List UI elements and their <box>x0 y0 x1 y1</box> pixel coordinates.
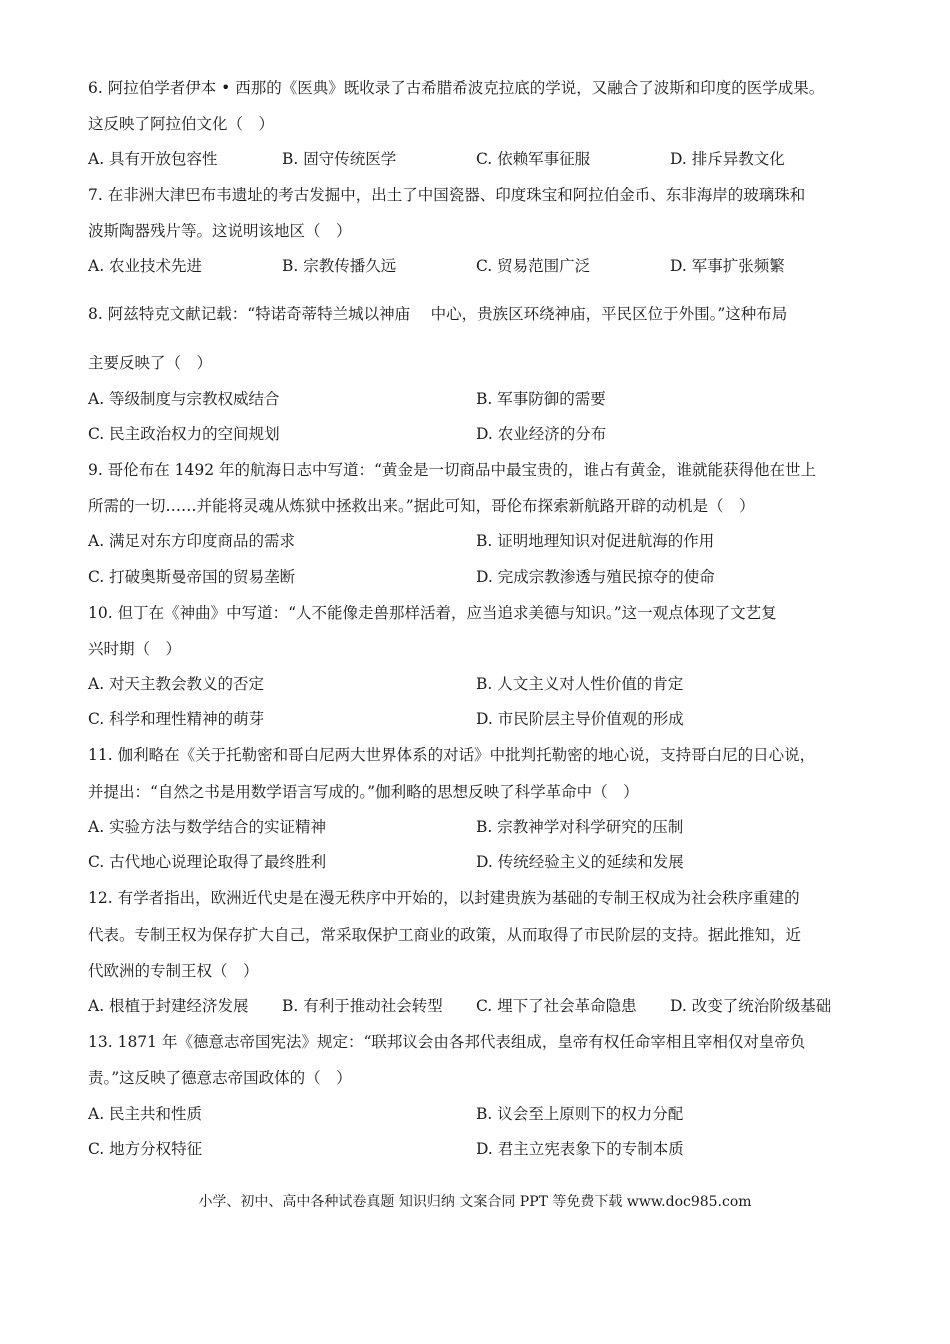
question-13-option-a: A. 民主共和性质 <box>88 1105 203 1123</box>
question-6-option-b: B. 固守传统医学 <box>282 150 397 168</box>
question-10-stem-line-1: 10. 但丁在《神曲》中写道：“人不能像走兽那样活着，应当追求美德与知识。”这一观点体现了文艺复 <box>88 604 777 622</box>
question-9-stem-line-1: 9. 哥伦布在 1492 年的航海日志中写道：“黄金是一切商品中最宝贵的，谁占有黄金，谁就能获得他在世上 <box>88 461 816 479</box>
question-7-option-c: C. 贸易范围广泛 <box>476 257 591 275</box>
question-11-option-a: A. 实验方法与数学结合的实证精神 <box>88 818 327 836</box>
question-11-stem-line-2: 并提出：“自然之书是用数学语言写成的。”伽利略的思想反映了科学革命中（ ） <box>88 783 639 801</box>
question-6-stem-line-2: 这反映了阿拉伯文化（ ） <box>88 115 275 133</box>
question-12-option-a: A. 根植于封建经济发展 <box>88 997 249 1015</box>
question-8-option-c: C. 民主政治权力的空间规划 <box>88 425 280 443</box>
question-8-option-a: A. 等级制度与宗教权威结合 <box>88 390 280 408</box>
question-7-stem-line-2: 波斯陶器残片等。这说明该地区（ ） <box>88 222 352 240</box>
question-9-option-a: A. 满足对东方印度商品的需求 <box>88 532 296 550</box>
question-12-stem-line-1: 12. 有学者指出，欧洲近代史是在漫无秩序中开始的，以封建贵族为基础的专制王权成为社会秩序重建的 <box>88 889 800 907</box>
question-12-option-b: B. 有利于推动社会转型 <box>282 997 443 1015</box>
question-9-option-c: C. 打破奥斯曼帝国的贸易垄断 <box>88 568 296 586</box>
question-10-option-a: A. 对天主教会教义的否定 <box>88 675 265 693</box>
question-11-option-b: B. 宗教神学对科学研究的压制 <box>476 818 684 836</box>
question-8-option-d: D. 农业经济的分布 <box>476 425 607 443</box>
question-6-option-c: C. 依赖军事征服 <box>476 150 591 168</box>
question-10-option-b: B. 人文主义对人性价值的肯定 <box>476 675 684 693</box>
question-7-option-a: A. 农业技术先进 <box>88 257 203 275</box>
question-9-stem-line-2: 所需的一切……并能将灵魂从炼狱中拯救出来。”据此可知，哥伦布探索新航路开辟的动机是（ ） <box>88 497 755 515</box>
question-7-option-b: B. 宗教传播久远 <box>282 257 397 275</box>
question-8-stem-line-1: 8. 阿兹特克文献记载：“特诺奇蒂特兰城以神庙 中心，贵族区环绕神庙，平民区位于外围。”这种布局 <box>88 305 788 323</box>
question-13-stem-line-2: 责。”这反映了德意志帝国政体的（ ） <box>88 1069 352 1087</box>
question-7-option-d: D. 军事扩张频繁 <box>670 257 785 275</box>
question-9-option-b: B. 证明地理知识对促进航海的作用 <box>476 532 715 550</box>
question-12-stem-line-3: 代欧洲的专制王权（ ） <box>88 962 259 980</box>
page-footer: 小学、初中、高中各种试卷真题 知识归纳 文案合同 PPT 等免费下载 www.doc985.com <box>198 1194 752 1210</box>
question-12-option-c: C. 埋下了社会革命隐患 <box>476 997 637 1015</box>
question-12-option-d: D. 改变了统治阶级基础 <box>670 997 832 1015</box>
question-10-option-c: C. 科学和理性精神的萌芽 <box>88 710 265 728</box>
question-11-option-d: D. 传统经验主义的延续和发展 <box>476 853 684 871</box>
question-7-stem-line-1: 7. 在非洲大津巴布韦遗址的考古发掘中，出土了中国瓷器、印度珠宝和阿拉伯金币、东非海岸的玻璃珠和 <box>88 186 806 204</box>
question-6-option-a: A. 具有开放包容性 <box>88 150 218 168</box>
question-8-option-b: B. 军事防御的需要 <box>476 390 606 408</box>
question-12-stem-line-2: 代表。专制王权为保存扩大自己，常采取保护工商业的政策，从而取得了市民阶层的支持。据此推知，近 <box>88 926 802 944</box>
question-6-stem-line-1: 6. 阿拉伯学者伊本 • 西那的《医典》既收录了古希腊希波克拉底的学说，又融合了波斯和印度的医学成果。 <box>88 79 825 97</box>
question-8-stem-line-2: 主要反映了（ ） <box>88 354 213 372</box>
question-9-option-d: D. 完成宗教渗透与殖民掠夺的使命 <box>476 568 715 586</box>
question-13-option-c: C. 地方分权特征 <box>88 1140 203 1158</box>
question-11-stem-line-1: 11. 伽利略在《关于托勒密和哥白尼两大世界体系的对话》中批判托勒密的地心说，支持哥白尼的日心说， <box>88 746 816 764</box>
question-10-stem-line-2: 兴时期（ ） <box>88 640 182 658</box>
question-13-option-d: D. 君主立宪表象下的专制本质 <box>476 1140 684 1158</box>
question-11-option-c: C. 古代地心说理论取得了最终胜利 <box>88 853 327 871</box>
question-13-stem-line-1: 13. 1871 年《德意志帝国宪法》规定：“联邦议会由各邦代表组成，皇帝有权任命宰相且宰相仅对皇帝负 <box>88 1033 806 1051</box>
question-6-option-d: D. 排斥异教文化 <box>670 150 785 168</box>
question-10-option-d: D. 市民阶层主导价值观的形成 <box>476 710 684 728</box>
question-13-option-b: B. 议会至上原则下的权力分配 <box>476 1105 684 1123</box>
